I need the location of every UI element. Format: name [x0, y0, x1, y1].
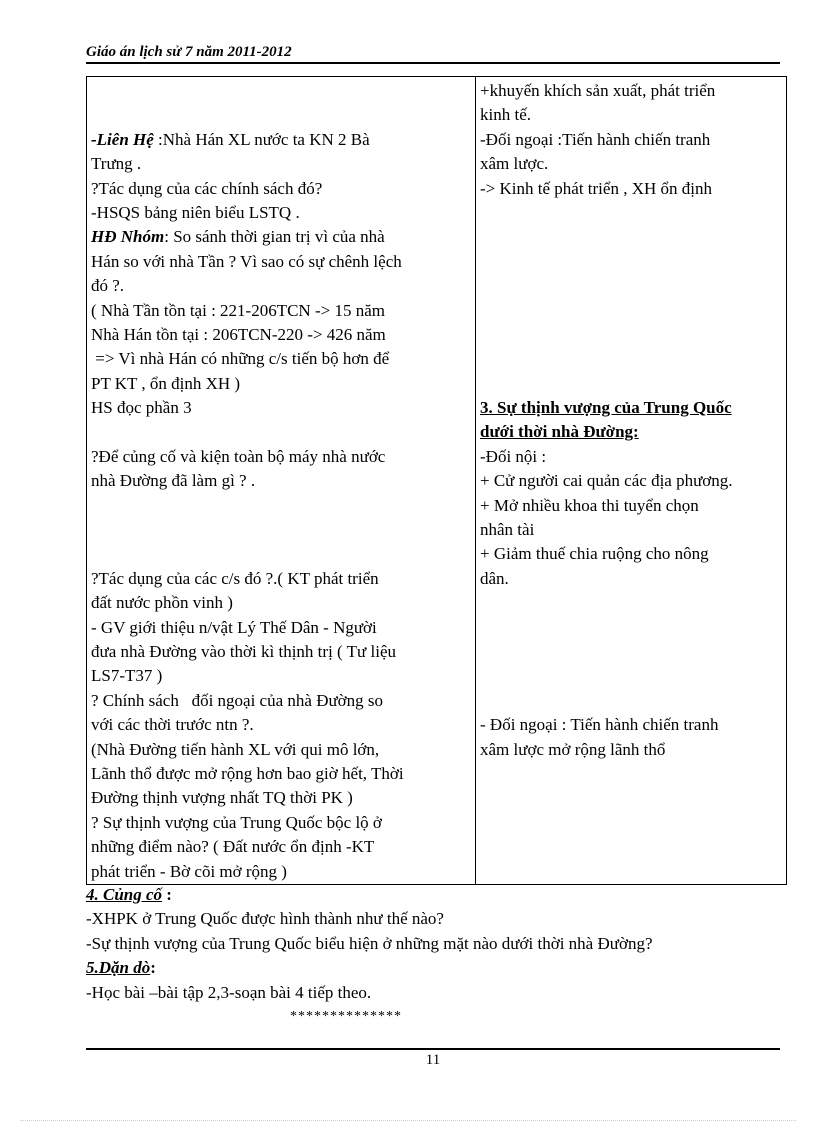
section-3-title-cont: dưới thời nhà Đường: — [480, 422, 639, 442]
question-line: phát triển - Bờ cõi mở rộng ) — [91, 861, 287, 881]
text-line: Nhà Hán tồn tại : 206TCN-220 -> 426 năm — [91, 324, 386, 344]
consolidation-label: 4. Củng cố — [86, 885, 163, 904]
content-line: + Mở nhiều khoa thi tuyển chọn — [480, 495, 699, 515]
question-line: ?Để củng cố và kiện toàn bộ máy nhà nước — [91, 446, 386, 466]
text-line: => Vì nhà Hán có những c/s tiến bộ hơn để — [91, 349, 390, 369]
answer-line: Đường thịnh vượng nhất TQ thời PK ) — [91, 788, 353, 808]
question-line: những điểm nào? ( Đất nước ổn định -KT — [91, 837, 375, 857]
question-line: nhà Đường đã làm gì ? . — [91, 471, 256, 491]
question-line: ?Tác dụng của các c/s đó ?.( KT phát triển — [91, 568, 379, 588]
homework-text: -Học bài –bài tập 2,3-soạn bài 4 tiếp theo. — [86, 982, 372, 1002]
page-edge — [20, 1120, 796, 1121]
consolidation-question: -Sự thịnh vượng của Trung Quốc biểu hiện ở những mặt nào dưới thời nhà Đường? — [86, 933, 653, 953]
header-rule — [86, 62, 780, 64]
consolidation-heading — [86, 883, 780, 907]
lesson-closing — [86, 883, 780, 1029]
text-line: HS đọc phần 3 — [91, 398, 192, 418]
end-separator: ************** — [290, 1008, 402, 1024]
content-line: + Cử người cai quản các địa phương. — [480, 471, 733, 491]
group-activity-line — [91, 225, 471, 249]
homework-label: 5.Dặn dò — [86, 958, 151, 978]
consolidation-question: -XHPK ở Trung Quốc được hình thành như thế nào? — [86, 909, 444, 929]
content-line: -> Kinh tế phát triển , XH ổn định — [480, 178, 712, 198]
content-line: dân. — [480, 568, 509, 588]
text-line: Hán so với nhà Tần ? Vì sao có sự chênh lệch — [91, 251, 402, 271]
text-line: LS7-T37 ) — [91, 666, 163, 686]
lienhe-text: :Nhà Hán XL nước ta KN 2 Bà — [153, 129, 370, 149]
text-line: - GV giới thiệu n/vật Lý Thế Dân - Người — [91, 617, 377, 637]
page-number: 11 — [425, 1052, 441, 1068]
homework-heading — [86, 956, 780, 980]
question-line: với các thời trước ntn ?. — [91, 715, 254, 735]
question-line: ? Sự thịnh vượng của Trung Quốc bộc lộ ở — [91, 812, 382, 832]
content-line: xâm lược mở rộng lãnh thổ — [480, 739, 666, 759]
text-line: đưa nhà Đường vào thời kì thịnh trị ( Tư liệu — [91, 641, 396, 661]
group-activity-label: HĐ Nhóm — [91, 227, 165, 247]
content-line: -Đối nội : — [480, 446, 547, 466]
question-line: ? Chính sách đối ngoại của nhà Đường so — [91, 690, 384, 710]
content-line: + Giảm thuế chia ruộng cho nông — [480, 544, 709, 564]
homework-colon: : — [150, 958, 156, 978]
content-line: xâm lược. — [480, 154, 549, 174]
group-activity-text: : So sánh thời gian trị vì của nhà — [164, 227, 385, 247]
text-line: ( Nhà Tần tồn tại : 221-206TCN -> 15 năm — [91, 300, 385, 320]
question-line: ?Tác dụng của các chính sách đó? — [91, 178, 323, 198]
answer-line: Lãnh thổ được mở rộng hơn bao giờ hết, Thời — [91, 763, 404, 783]
content-line: nhân tài — [480, 520, 535, 540]
consolidation-colon: : — [162, 885, 172, 904]
lienhe-line — [91, 128, 471, 152]
section-3-title: 3. Sự thịnh vượng của Trung Quốc — [480, 398, 732, 418]
content-line: - Đối ngoại : Tiến hành chiến tranh — [480, 715, 719, 735]
lesson-content-cell — [476, 77, 787, 885]
page-header-title: Giáo án lịch sử 7 năm 2011-2012 — [86, 44, 292, 60]
lienhe-label: -Liên Hệ — [91, 129, 154, 149]
answer-line: (Nhà Đường tiến hành XL với qui mô lớn, — [91, 739, 380, 759]
text-line: đó ?. — [91, 276, 125, 296]
content-line: +khuyến khích sản xuất, phát triển — [480, 81, 716, 100]
question-line: đất nước phồn vinh ) — [91, 593, 233, 613]
text-line: PT KT , ổn định XH ) — [91, 373, 241, 393]
lesson-table — [86, 76, 787, 885]
content-line: kinh tế. — [480, 105, 531, 125]
table-row — [87, 77, 787, 885]
content-line: -Đối ngoại :Tiến hành chiến tranh — [480, 129, 711, 149]
text-line: Trưng . — [91, 154, 142, 174]
text-line: -HSQS bảng niên biểu LSTQ . — [91, 202, 300, 222]
teacher-student-activity-cell — [87, 77, 476, 885]
